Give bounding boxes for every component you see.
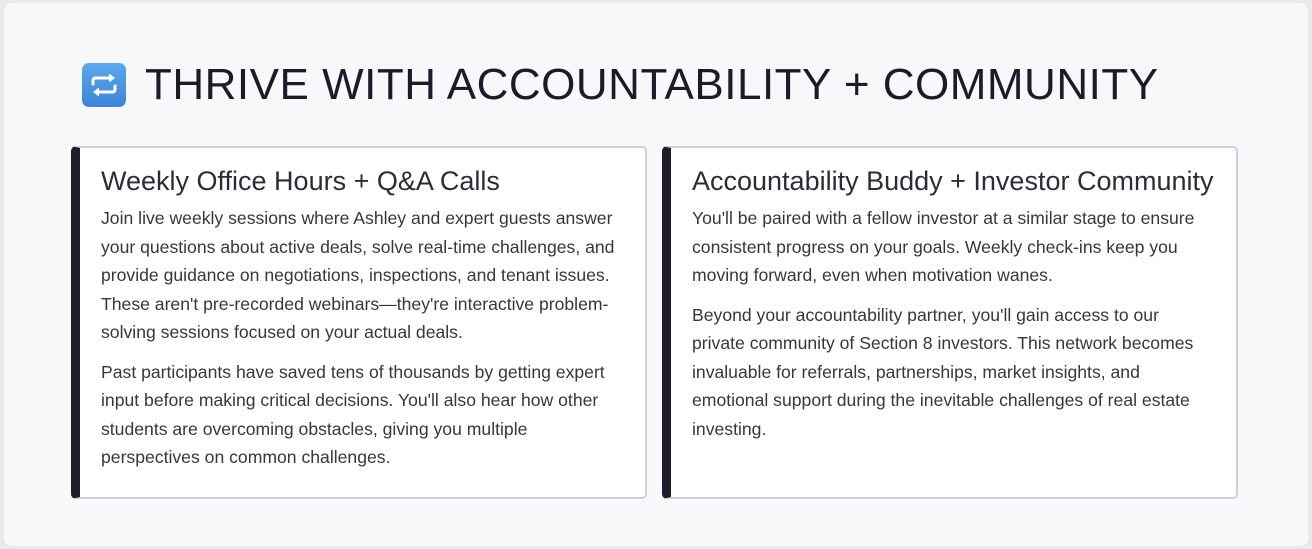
card-paragraph: Beyond your accountability partner, you'll gain access to our private community of Section 8 investors. This network becomes invaluable for referrals, partnerships, market insights, and emotional support during the inevitable challenges of real estate investing. [692, 304, 1194, 439]
card-accountability-buddy [662, 146, 1238, 499]
section-title: THRIVE WITH ACCOUNTABILITY + COMMUNITY [145, 60, 1159, 109]
section-header [82, 55, 1159, 115]
card-title: Weekly Office Hours + Q&A Calls [101, 166, 500, 196]
card-office-hours [71, 146, 647, 499]
card-paragraph: You'll be paired with a fellow investor at a similar stage to ensure consistent progress on your goals. Weekly check-ins keep you moving forward, even when motivation wanes. [692, 208, 1195, 285]
card-title: Accountability Buddy + Investor Community [692, 166, 1214, 196]
repeat-arrows-icon [82, 63, 126, 107]
card-paragraph: Past participants have saved tens of thousands by getting expert input before making critical decisions. You'll also hear how other students are overcoming obstacles, giving you multiple perspectives on common challenges. [101, 361, 605, 467]
card-paragraph: Join live weekly sessions where Ashley and expert guests answer your questions about active deals, solve real-time challenges, and provide guidance on negotiations, inspections, and tenant issues. These aren't pre-recorded webinars—they're interactive problem-solving sessions focused on your actual deals. [101, 208, 615, 342]
